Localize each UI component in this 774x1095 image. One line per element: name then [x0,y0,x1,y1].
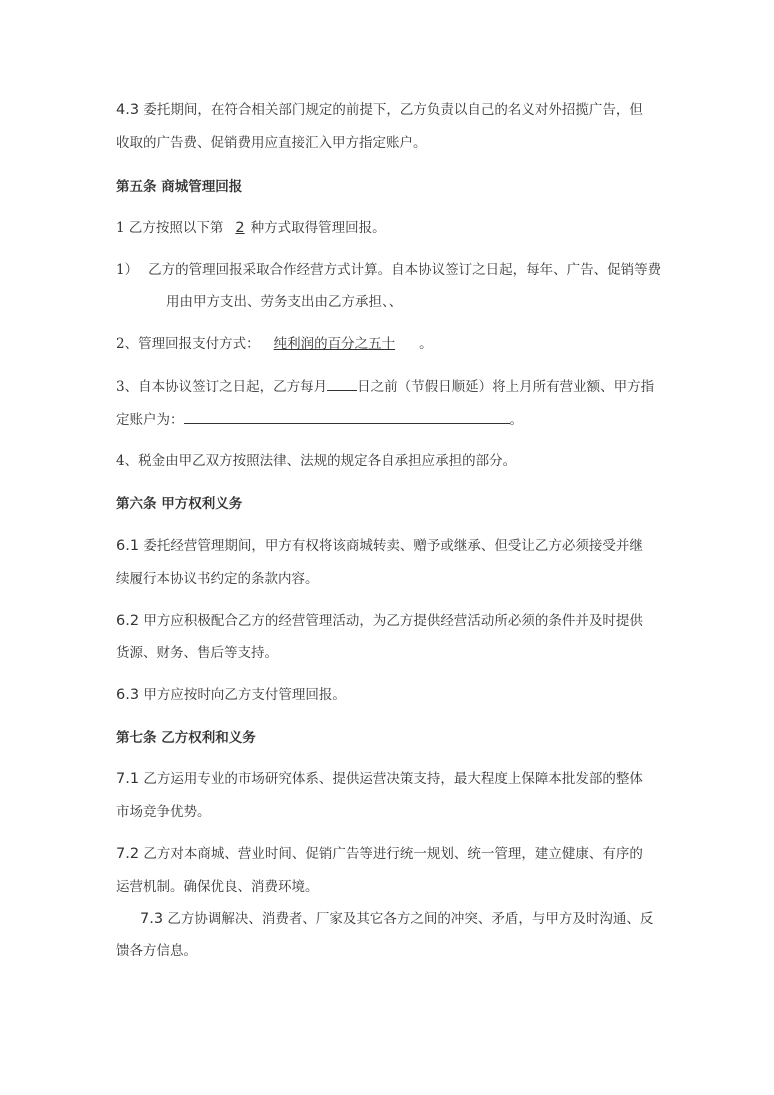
item-2-suffix: 。 [419,336,433,352]
item-1-prefix: 1 乙方按照以下第 [116,220,224,236]
clause-4-3-line-2: 收取的广告费、促销费用应直接汇入甲方指定账户。 [116,135,427,151]
article-5-item-1 [116,218,386,238]
item-2-prefix: 2、管理回报支付方式： [116,336,260,352]
clause-number: 6.2 [116,613,140,629]
clause-7-1-line-1 [116,769,643,789]
clause-text: 乙方协调解决、消费者、厂家及其它各方之间的冲突、矛盾，与甲方及时沟通、反 [163,911,654,927]
clause-text: 甲方应积极配合乙方的经营管理活动，为乙方提供经营活动所必须的条件并及时提供 [139,613,643,629]
clause-number: 6.3 [116,687,140,703]
sub-item-text: 乙方的管理回报采取合作经营方式计算。自本协议签订之日起，每年、广告、促销等费 [148,262,662,278]
item-1-suffix: 种方式取得管理回报。 [250,220,386,236]
sub-item-number: 1） [116,262,139,278]
item-3-text-c: 定账户为： [116,412,184,428]
article-7-heading: 第七条 乙方权利和义务 [116,730,256,746]
clause-text: 委托期间，在符合相关部门规定的前提下，乙方负责以自己的名义对外招揽广告，但 [139,102,643,118]
clause-7-1-line-2: 市场竞争优势。 [116,804,211,820]
clause-6-2-line-1 [116,611,643,631]
clause-number: 7.3 [140,911,164,927]
article-5-sub-1-line-1 [116,260,661,280]
item-1-fill-value: 2 [235,220,245,236]
clause-number: 4.3 [116,102,140,118]
clause-7-3-line-1 [140,909,653,929]
clause-6-1-line-1 [116,536,643,556]
clause-text: 乙方对本商城、营业时间、促销广告等进行统一规划、统一管理，建立健康、有序的 [139,846,643,862]
day-blank [327,376,357,391]
clause-6-1-line-2: 续履行本协议书约定的条款内容。 [116,571,319,587]
clause-number: 7.2 [116,846,140,862]
clause-number: 7.1 [116,771,140,787]
article-5-heading: 第五条 商城管理回报 [116,179,243,195]
clause-7-2-line-1 [116,844,643,864]
clause-text: 委托经营管理期间，甲方有权将该商城转卖、赠予或继承、但受让乙方必须接受并继 [139,538,643,554]
clause-6-3-line-1 [116,685,346,705]
clause-4-3-line-1 [116,100,643,120]
item-3-text-d: 。 [509,412,523,428]
item-3-text-a: 3、自本协议签订之日起，乙方每月 [116,379,328,395]
item-3-text-b: 日之前（节假日顺延）将上月所有营业额、甲方指 [357,379,655,395]
article-5-item-4: 4、税金由甲乙双方按照法律、法规的规定各自承担应承担的部分。 [116,453,517,469]
account-blank [184,409,510,424]
clause-number: 6.1 [116,538,140,554]
article-5-item-2 [116,334,433,354]
clause-7-3-line-2: 馈各方信息。 [116,943,197,959]
article-6-heading: 第六条 甲方权利义务 [116,496,243,512]
article-5-sub-1-line-2: 用由甲方支出、劳务支出由乙方承担、、 [166,294,403,310]
clause-7-2-line-2: 运营机制。确保优良、消费环境。 [116,879,319,895]
clause-text: 乙方运用专业的市场研究体系、提供运营决策支持，最大程度上保障本批发部的整体 [139,771,643,787]
payment-method-value: 纯利润的百分之五十 [273,336,396,352]
article-5-item-3-line-2 [116,409,523,430]
article-5-item-3-line-1 [116,376,654,397]
clause-text: 甲方应按时向乙方支付管理回报。 [139,687,346,703]
clause-6-2-line-2: 货源、财务、售后等支持。 [116,645,278,661]
